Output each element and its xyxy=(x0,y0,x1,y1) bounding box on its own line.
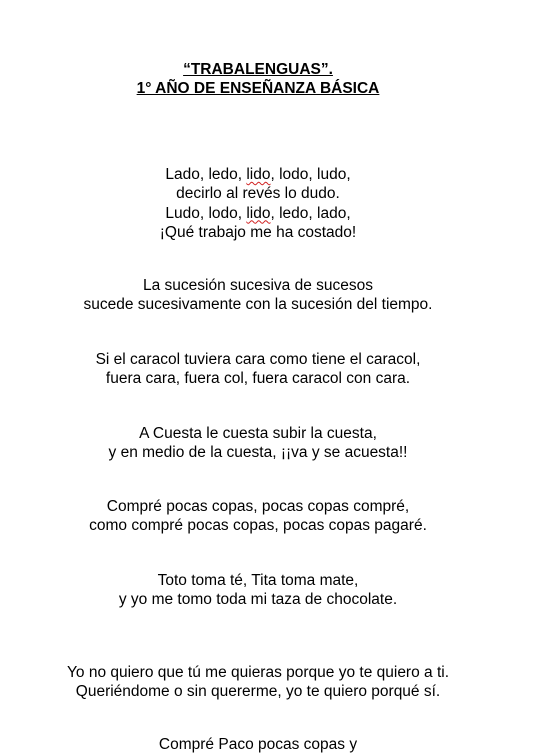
tongue-twister-8-partial xyxy=(0,735,516,754)
verse-line: ¡Qué trabajo me ha costado! xyxy=(159,223,357,241)
verse-line: fuera cara, fuera col, fuera caracol con cara. xyxy=(105,370,411,388)
verse-line: Toto toma té, Tita toma mate, xyxy=(157,572,359,589)
verse-line: Compré Paco pocas copas y xyxy=(158,736,358,753)
tongue-twister-4 xyxy=(0,424,516,463)
verse-line: Queriéndome o sin quererme, yo te quiero porqué sí. xyxy=(75,683,441,701)
document-title: “TRABALENGUAS”. xyxy=(183,61,333,78)
verse-line: y yo me tomo toda mi taza de chocolate. xyxy=(118,591,398,609)
verse-line: como compré pocas copas, pocas copas pagaré. xyxy=(89,517,427,535)
tongue-twister-2 xyxy=(0,276,516,315)
verse-line: Yo no quiero que tú me quieras porque yo te quiero a ti. xyxy=(66,664,450,681)
tongue-twister-7 xyxy=(0,663,516,702)
tongue-twister-6 xyxy=(0,571,516,610)
verse-line: sucede sucesivamente con la sucesión del tiempo. xyxy=(83,296,433,314)
verse-line: decirlo al revés lo dudo. xyxy=(176,185,340,203)
spellcheck-flagged-word[interactable]: lido xyxy=(246,204,271,222)
verse-line: Si el caracol tuviera cara como tiene el caracol, xyxy=(95,351,421,368)
verse-line: Ludo, lodo, lido, ledo, lado, xyxy=(165,204,351,222)
document-subtitle: 1° AÑO DE ENSEÑANZA BÁSICA xyxy=(136,80,380,97)
tongue-twister-1 xyxy=(0,165,516,242)
tongue-twister-5 xyxy=(0,497,516,536)
tongue-twister-3 xyxy=(0,350,516,389)
verse-line: La sucesión sucesiva de sucesos xyxy=(142,277,374,294)
verse-line: y en medio de la cuesta, ¡¡va y se acuesta!! xyxy=(108,444,408,462)
spellcheck-flagged-word[interactable]: lido xyxy=(246,166,271,183)
verse-line: A Cuesta le cuesta subir la cuesta, xyxy=(139,425,377,442)
verse-line: Lado, ledo, lido, lodo, ludo, xyxy=(165,166,351,183)
verse-line: Compré pocas copas, pocas copas compré, xyxy=(106,498,410,515)
